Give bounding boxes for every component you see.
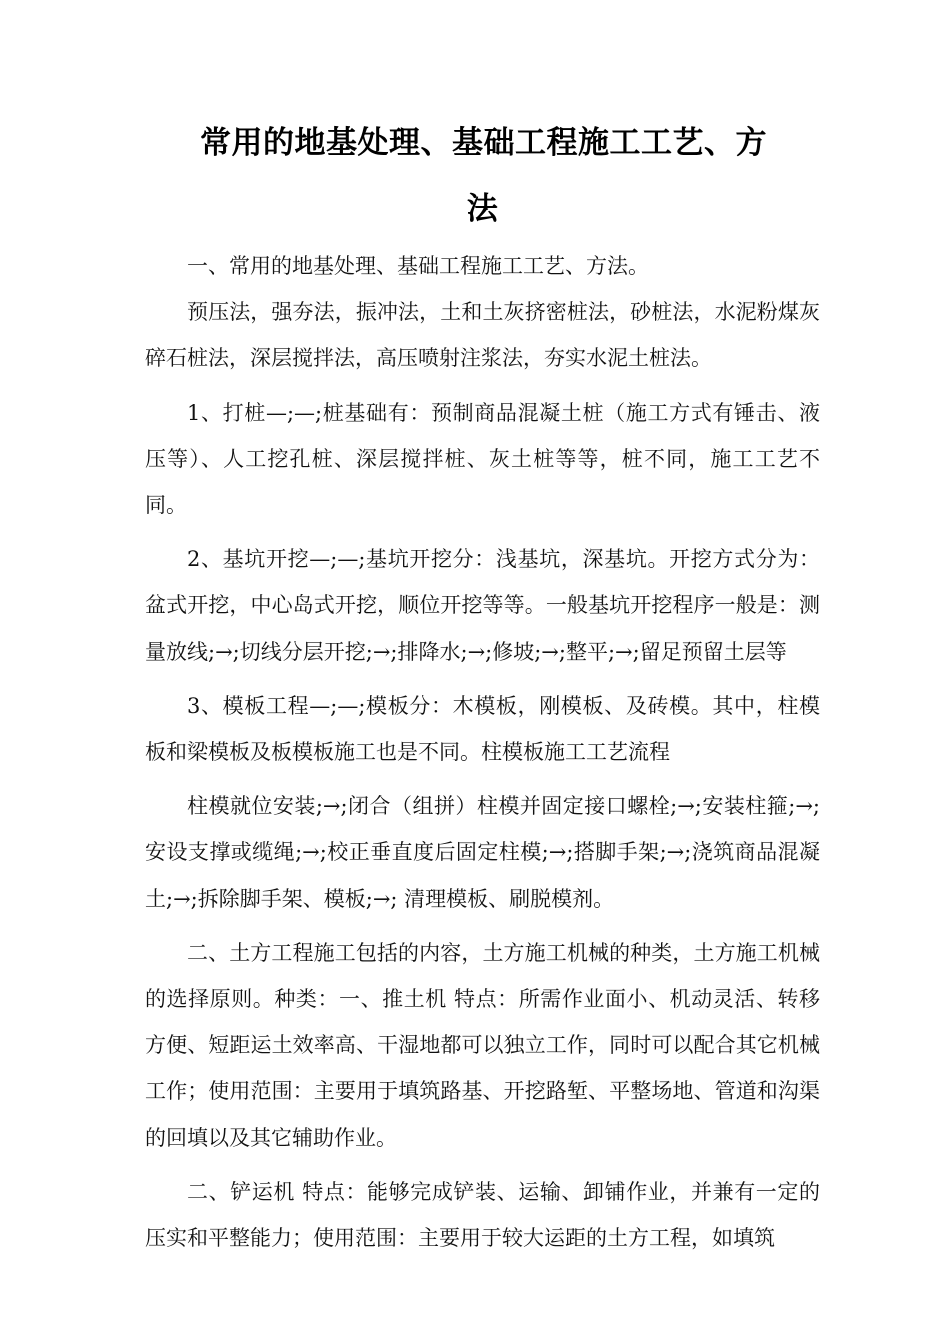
- paragraph-column-formwork-process: 柱模就位安装;→;闭合（组拼）柱模并固定接口螺栓;→;安装柱箍;→;安设支撑或缆绳;→;校正垂直度后固定柱模;→;搭脚手架;→;浇筑商品混凝土;→;拆除脚手架、模板;→; 清理模板、刷脱模剂。: [145, 794, 820, 911]
- paragraph-piling: 1、打桩—;—;桩基础有：预制商品混凝土桩（施工方式有锤击、液压等）、人工挖孔桩、深层搅拌桩、灰土桩等等，桩不同，施工工艺不同。: [145, 400, 820, 518]
- paragraph-formwork: 3、模板工程—;—;模板分：木模板，刚模板、及砖模。其中，柱模板和梁模板及板模板施工也是不同。柱模板施工工艺流程: [145, 693, 820, 765]
- document-title-line-1: 常用的地基处理、基础工程施工工艺、方: [200, 125, 767, 161]
- document-body: [145, 243, 820, 1261]
- paragraph-scraper: 二、铲运机 特点：能够完成铲装、运输、卸铺作业，并兼有一定的压实和平整能力；使用范围：主要用于较大运距的土方工程，如填筑: [145, 1179, 820, 1251]
- paragraph-foundation-methods: 预压法，强夯法，振冲法，土和土灰挤密桩法，砂桩法，水泥粉煤灰碎石桩法，深层搅拌法，高压喷射注浆法，夯实水泥土桩法。: [145, 300, 820, 371]
- paragraph-earthwork-bulldozer: 二、土方工程施工包括的内容，土方施工机械的种类，土方施工机械的选择原则。种类：一、推土机 特点：所需作业面小、机动灵活、转移方便、短距运土效率高、干湿地都可以独立工作，同时可以配合其它机械工作；使用范围：主要用于填筑路基、开挖路堑、平整场地、管道和沟渠的回填以及其它辅助作业。: [145, 940, 820, 1150]
- document-title-line-2: 法: [466, 191, 499, 227]
- paragraph-excavation: 2、基坑开挖—;—;基坑开挖分：浅基坑，深基坑。开挖方式分为：盆式开挖，中心岛式开挖，顺位开挖等等。一般基坑开挖程序一般是：测量放线;→;切线分层开挖;→;排降水;→;修坡;→;整平;→;留足预留土层等: [145, 547, 820, 664]
- paragraph-section-1-heading: 一、常用的地基处理、基础工程施工工艺、方法。: [187, 254, 649, 278]
